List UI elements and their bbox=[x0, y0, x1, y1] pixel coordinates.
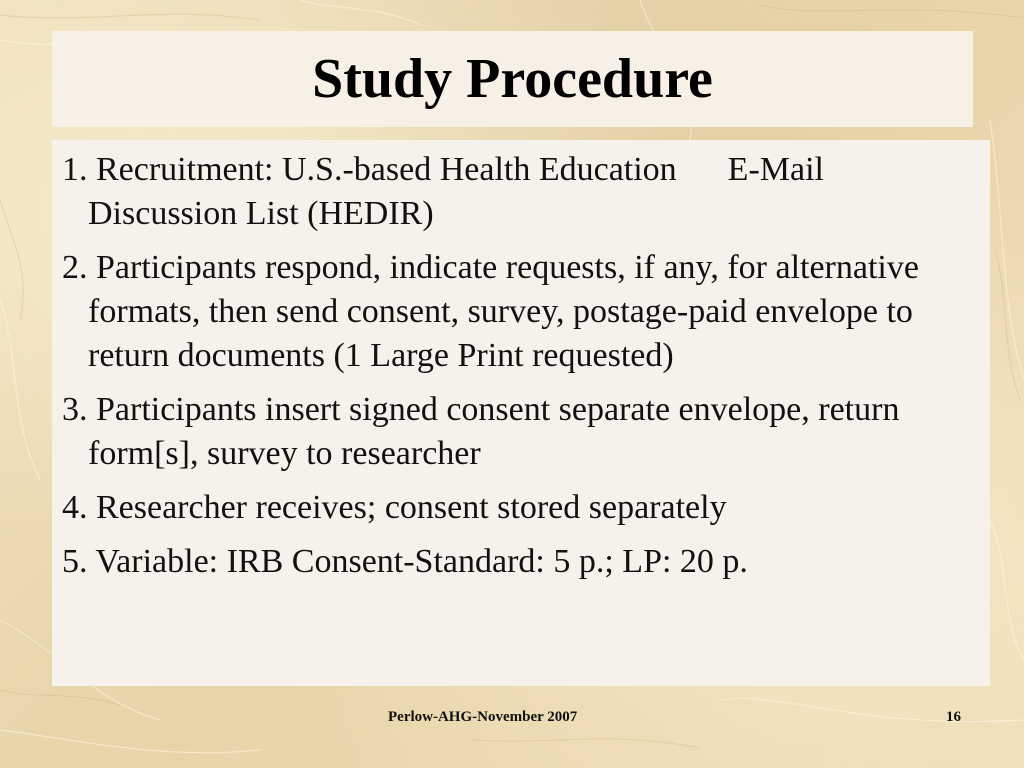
list-item: 4. Researcher receives; consent stored separately bbox=[62, 489, 727, 526]
list-item: 2. Participants respond, indicate requests, if any, for alternative formats, then send consent, survey, postage-paid envelope to return documents (1 Large Print requested) bbox=[62, 249, 919, 374]
page-number: 16 bbox=[946, 709, 961, 725]
footer-text: Perlow-AHG-November 2007 bbox=[388, 709, 578, 725]
title-box bbox=[52, 31, 973, 127]
list-item: 1. Recruitment: U.S.-based Health Education E-Mail Discussion List (HEDIR) bbox=[62, 151, 824, 232]
list-item: 3. Participants insert signed consent separate envelope, return form[s], survey to researcher bbox=[62, 391, 900, 472]
procedure-list bbox=[62, 148, 978, 584]
list-item: 5. Variable: IRB Consent-Standard: 5 p.; LP: 20 p. bbox=[62, 543, 748, 580]
slide-title: Study Procedure bbox=[312, 48, 713, 110]
content-box bbox=[52, 140, 990, 686]
